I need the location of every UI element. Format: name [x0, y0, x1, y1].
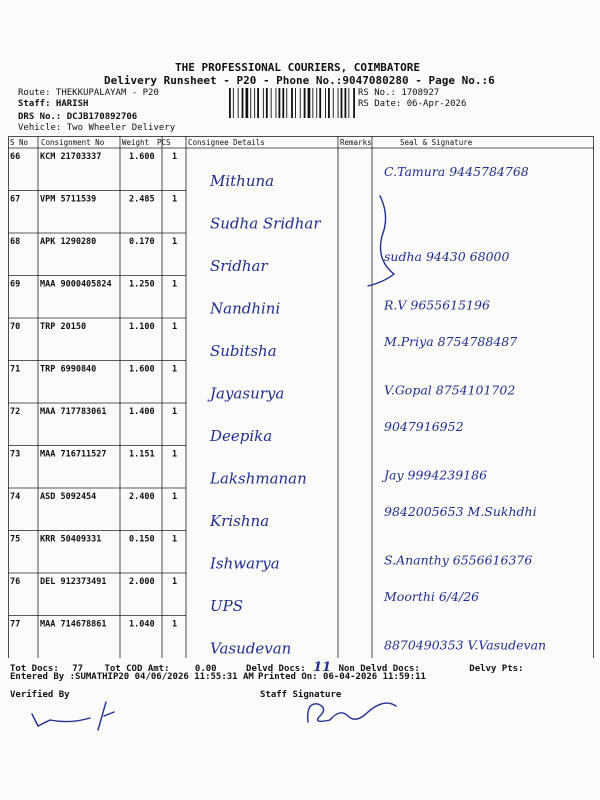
entered-by: Entered By :SUMATHIP20 04/06/2026 11:55:31 AM — [10, 672, 254, 682]
col-header-signature: Seal & Signature — [400, 138, 473, 147]
row-sno: 67 — [10, 194, 21, 205]
row-weight: 2.000 — [129, 577, 155, 587]
row-consignment-no: DEL 912373491 — [40, 577, 107, 587]
row-pcs: 1 — [172, 534, 178, 545]
drs-number: DRS No.: DCJB170892706 — [18, 112, 138, 122]
row-signature-handwritten: 9047916952 — [384, 419, 464, 434]
barcode-bar — [333, 88, 334, 118]
row-weight: 1.250 — [129, 279, 155, 290]
row-weight: 1.600 — [129, 364, 155, 375]
row-weight: 0.170 — [129, 237, 155, 247]
row-signature-handwritten: M.Priya 8754788487 — [384, 334, 518, 349]
barcode-bar — [338, 88, 339, 118]
staff-signature-scribble — [300, 694, 420, 734]
row-pcs: 1 — [172, 577, 178, 587]
row-weight: 2.400 — [129, 492, 155, 502]
barcode-bar — [254, 88, 255, 118]
barcode-bar — [229, 88, 231, 118]
row-sno: 75 — [10, 534, 21, 545]
row-pcs: 1 — [172, 492, 178, 502]
row-weight: 1.100 — [129, 322, 155, 332]
row-consignment-no: MAA 716711527 — [40, 449, 107, 460]
barcode-bar — [257, 88, 259, 118]
tot-docs-value: 77 — [72, 664, 84, 674]
runsheet-subtitle: Delivery Runsheet - P20 - Phone No.:9047080280 - Page No.:6 — [104, 74, 495, 87]
row-consignee-handwritten: Lakshmanan — [210, 469, 307, 488]
row-consignment-no: KRR 50409331 — [40, 534, 102, 545]
tot-cod-label: Tot COD Amt: — [104, 664, 170, 674]
row-weight: 0.150 — [129, 534, 155, 545]
row-consignee-handwritten: UPS — [210, 597, 244, 615]
row-pcs: 1 — [172, 322, 178, 332]
row-sno: 68 — [10, 237, 21, 247]
row-pcs: 1 — [172, 152, 178, 162]
row-consignee-handwritten: Sudha Sridhar — [210, 214, 321, 233]
row-signature-handwritten: sudha 94430 68000 — [384, 249, 510, 264]
row-sno: 74 — [10, 492, 21, 502]
col-header-weight: Weight — [122, 138, 150, 147]
verified-by-label: Verified By — [10, 690, 70, 700]
delvd-docs-label: Delvd Docs: — [246, 664, 306, 674]
col-header-consignee: Consignee Details — [188, 138, 265, 147]
row-signature-handwritten: 8870490353 V.Vasudevan — [384, 637, 547, 653]
col-header-pcs: PCS — [157, 138, 171, 147]
row-signature-handwritten: S.Ananthy 6556616376 — [384, 552, 533, 568]
barcode-bar — [286, 88, 287, 118]
row-consignee-handwritten: Jayasurya — [210, 384, 285, 403]
row-signature-handwritten: V.Gopal 8754101702 — [384, 382, 516, 398]
barcode-bar — [266, 88, 268, 118]
row-consignee-handwritten: Vasudevan — [210, 639, 292, 658]
verified-signature — [20, 700, 130, 740]
route-label: Route: THEKKUPALAYAM - P20 — [18, 88, 159, 98]
row-consignment-no: MAA 714678861 — [40, 619, 107, 630]
barcode-bar — [300, 88, 301, 118]
barcode-bar — [312, 88, 313, 118]
row-pcs: 1 — [172, 407, 178, 417]
delvd-docs-handwritten: 11 — [313, 660, 332, 675]
barcode-bar — [246, 88, 249, 118]
barcode-bar — [325, 88, 326, 118]
barcode-bar — [316, 88, 317, 118]
row-consignee-handwritten: Ishwarya — [210, 554, 280, 573]
vehicle-label: Vehicle: Two Wheeler Delivery — [18, 123, 176, 133]
runsheet-table — [8, 136, 594, 658]
row-sno: 70 — [10, 322, 21, 332]
col-header-remarks: Remarks — [340, 138, 372, 147]
tot-cod-value: 0.00 — [194, 664, 217, 674]
row-consignment-no: MAA 717783061 — [40, 407, 107, 417]
barcode-bar — [341, 88, 343, 118]
row-consignee-handwritten: Krishna — [210, 512, 270, 530]
barcode-bar — [319, 88, 321, 118]
row-consignee-handwritten: Sridhar — [210, 257, 268, 275]
barcode-bar — [250, 88, 251, 118]
row-consignee-handwritten: Subitsha — [210, 342, 277, 360]
row-sno: 72 — [10, 407, 21, 417]
row-consignee-handwritten: Deepika — [210, 427, 273, 445]
row-weight: 2.485 — [129, 194, 155, 205]
row-consignment-no: TRP 6990840 — [40, 364, 97, 375]
col-header-consignment: Consignment No — [41, 138, 105, 147]
row-sno: 77 — [10, 619, 21, 630]
barcode-bar — [271, 88, 272, 118]
rs-number: RS No.: 1708927 — [358, 88, 440, 98]
row-signature-handwritten: R.V 9655615196 — [384, 297, 490, 313]
row-signature-handwritten: Moorthi 6/4/26 — [384, 589, 480, 604]
row-pcs: 1 — [172, 194, 178, 205]
barcode-bar — [263, 88, 264, 118]
row-weight: 1.040 — [129, 619, 155, 630]
barcode-bar — [276, 88, 277, 118]
row-weight: 1.151 — [129, 449, 155, 460]
barcode-bar — [279, 88, 281, 118]
printed-on: Printed On: 06-04-2026 11:59:11 — [258, 672, 426, 682]
row-pcs: 1 — [172, 364, 178, 375]
barcode-image — [228, 88, 356, 118]
row-pcs: 1 — [172, 237, 178, 247]
row-signature-handwritten: C.Tamura 9445784768 — [384, 164, 529, 179]
row-consignment-no: TRP 20150 — [40, 322, 87, 332]
barcode-bar — [295, 88, 296, 118]
row-consignee-handwritten: Nandhini — [210, 299, 281, 318]
row-consignment-no: APK 1290280 — [40, 237, 97, 247]
barcode-bar — [291, 88, 293, 118]
barcode-bar — [242, 88, 244, 118]
row-sno: 76 — [10, 577, 21, 587]
row-consignment-no: ASD 5092454 — [40, 492, 97, 502]
tot-docs-label: Tot Docs: — [10, 664, 59, 674]
row-signature-handwritten: Jay 9994239186 — [384, 467, 488, 483]
barcode-bar — [353, 88, 355, 118]
row-consignment-no: KCM 21703337 — [40, 152, 102, 162]
delvy-pts-label: Delvy Pts: — [469, 664, 524, 674]
barcode-bar — [348, 88, 349, 118]
row-weight: 1.400 — [129, 407, 155, 417]
barcode-bar — [282, 88, 284, 118]
barcode-bar — [233, 88, 234, 118]
barcode-bar — [238, 88, 239, 118]
row-consignment-no: MAA 9000405824 — [40, 279, 112, 290]
row-sno: 71 — [10, 364, 21, 375]
rs-date: RS Date: 06-Apr-2026 — [358, 99, 467, 109]
col-header-sno: S No — [10, 138, 29, 147]
barcode-bar — [345, 88, 347, 118]
row-sno: 69 — [10, 279, 21, 290]
barcode-bar — [308, 88, 311, 118]
row-weight: 1.600 — [129, 152, 155, 162]
row-sno: 73 — [10, 449, 21, 460]
staff-signature-label: Staff Signature — [260, 690, 342, 700]
row-pcs: 1 — [172, 449, 178, 460]
staff-label: Staff: HARISH — [18, 99, 89, 109]
non-delvd-label: Non Delvd Docs: — [338, 664, 420, 674]
row-pcs: 1 — [172, 279, 178, 290]
row-consignee-handwritten: Mithuna — [210, 172, 275, 190]
row-consignment-no: VPM 5711539 — [40, 194, 97, 205]
row-signature-handwritten: 9842005653 M.Sukhdhi — [384, 504, 537, 519]
row-sno: 66 — [10, 152, 21, 162]
row-pcs: 1 — [172, 619, 178, 630]
barcode-bar — [304, 88, 306, 118]
barcode-bar — [328, 88, 330, 118]
company-title: THE PROFESSIONAL COURIERS, COIMBATORE — [175, 61, 421, 74]
